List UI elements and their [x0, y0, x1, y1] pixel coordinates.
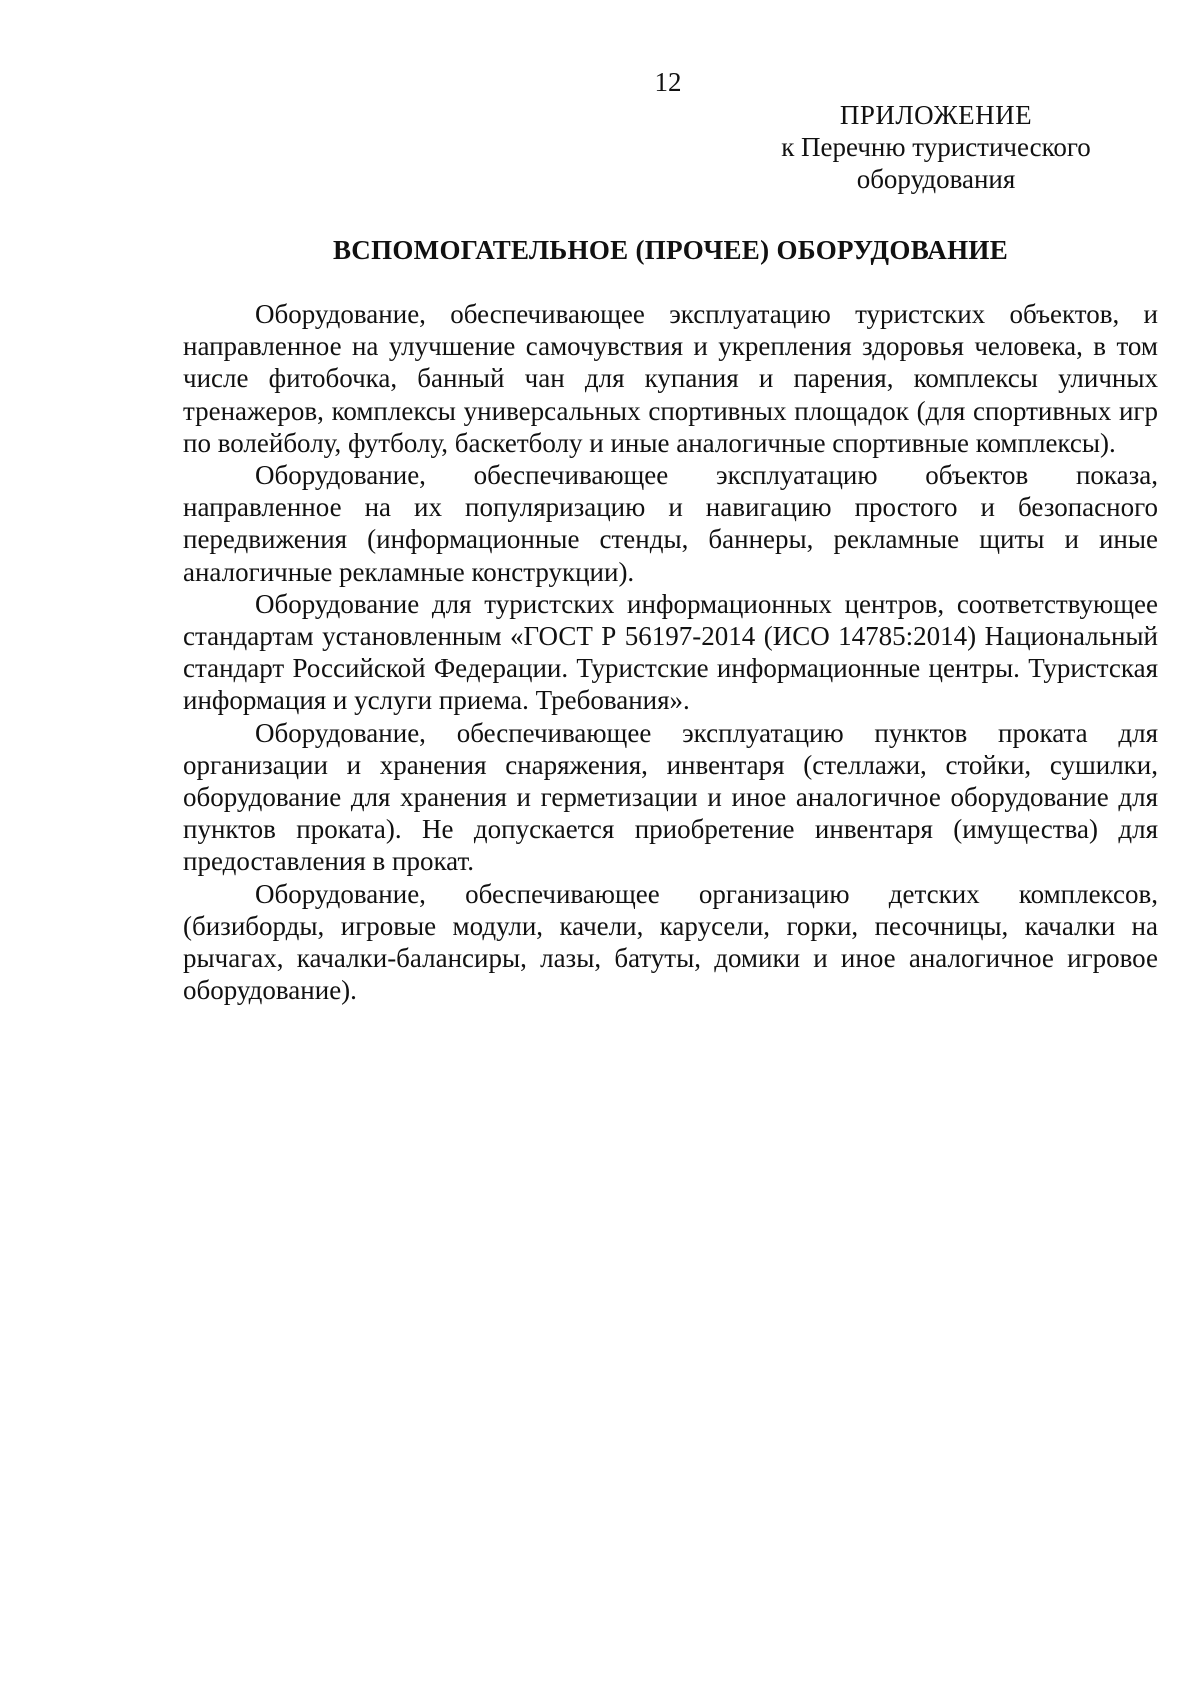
paragraph-children-complexes: Оборудование, обеспечивающее организацию детских комплексов, (бизиборды, игровые модули, качели, карусели, горки, песочницы, качалки на рычагах, качалки-балансиры, лазы, батуты, домики и иное аналогичное игровое оборудование).	[183, 878, 1158, 1006]
appendix-header	[736, 99, 1136, 195]
page-number: 12	[654, 67, 682, 97]
appendix-reference-line-1: к Перечню туристического	[781, 132, 1091, 162]
paragraph-display-objects: Оборудование, обеспечивающее эксплуатацию объектов показа, направленное на их популяризацию и навигацию простого и безопасного передвижения (информационные стенды, баннеры, рекламные щиты и иные аналогичные рекламные конструкции).	[183, 460, 1158, 587]
document-body	[183, 298, 1158, 1006]
paragraph-health-equipment: Оборудование, обеспечивающее эксплуатацию туристских объектов, и направленное на улучшение самочувствия и укрепления здоровья человека, в том числе фитобочка, банный чан для купания и парения, комплексы уличных тренажеров, комплексы универсальных спортивных площадок (для спортивных игр по волейболу, футболу, баскетболу и иные аналогичные спортивные комплексы).	[183, 299, 1158, 458]
appendix-label: ПРИЛОЖЕНИЕ	[839, 100, 1033, 130]
paragraph-rental-points: Оборудование, обеспечивающее эксплуатацию пунктов проката для организации и хранения снаряжения, инвентаря (стеллажи, стойки, сушилки, оборудование для хранения и герметизации и иное аналогичное оборудование для пунктов проката). Не допускается приобретение инвентаря (имущества) для предоставления в прокат.	[183, 717, 1158, 877]
paragraph-tourist-info-centers: Оборудование для туристских информационных центров, соответствующее стандартам установленным «ГОСТ Р 56197-2014 (ИСО 14785:2014) Национальный стандарт Российской Федерации. Туристские информационные центры. Туристская информация и услуги приема. Требования».	[183, 588, 1158, 716]
document-title: ВСПОМОГАТЕЛЬНОЕ (ПРОЧЕЕ) ОБОРУДОВАНИЕ	[332, 235, 1009, 265]
appendix-reference-line-2: оборудования	[856, 164, 1016, 194]
